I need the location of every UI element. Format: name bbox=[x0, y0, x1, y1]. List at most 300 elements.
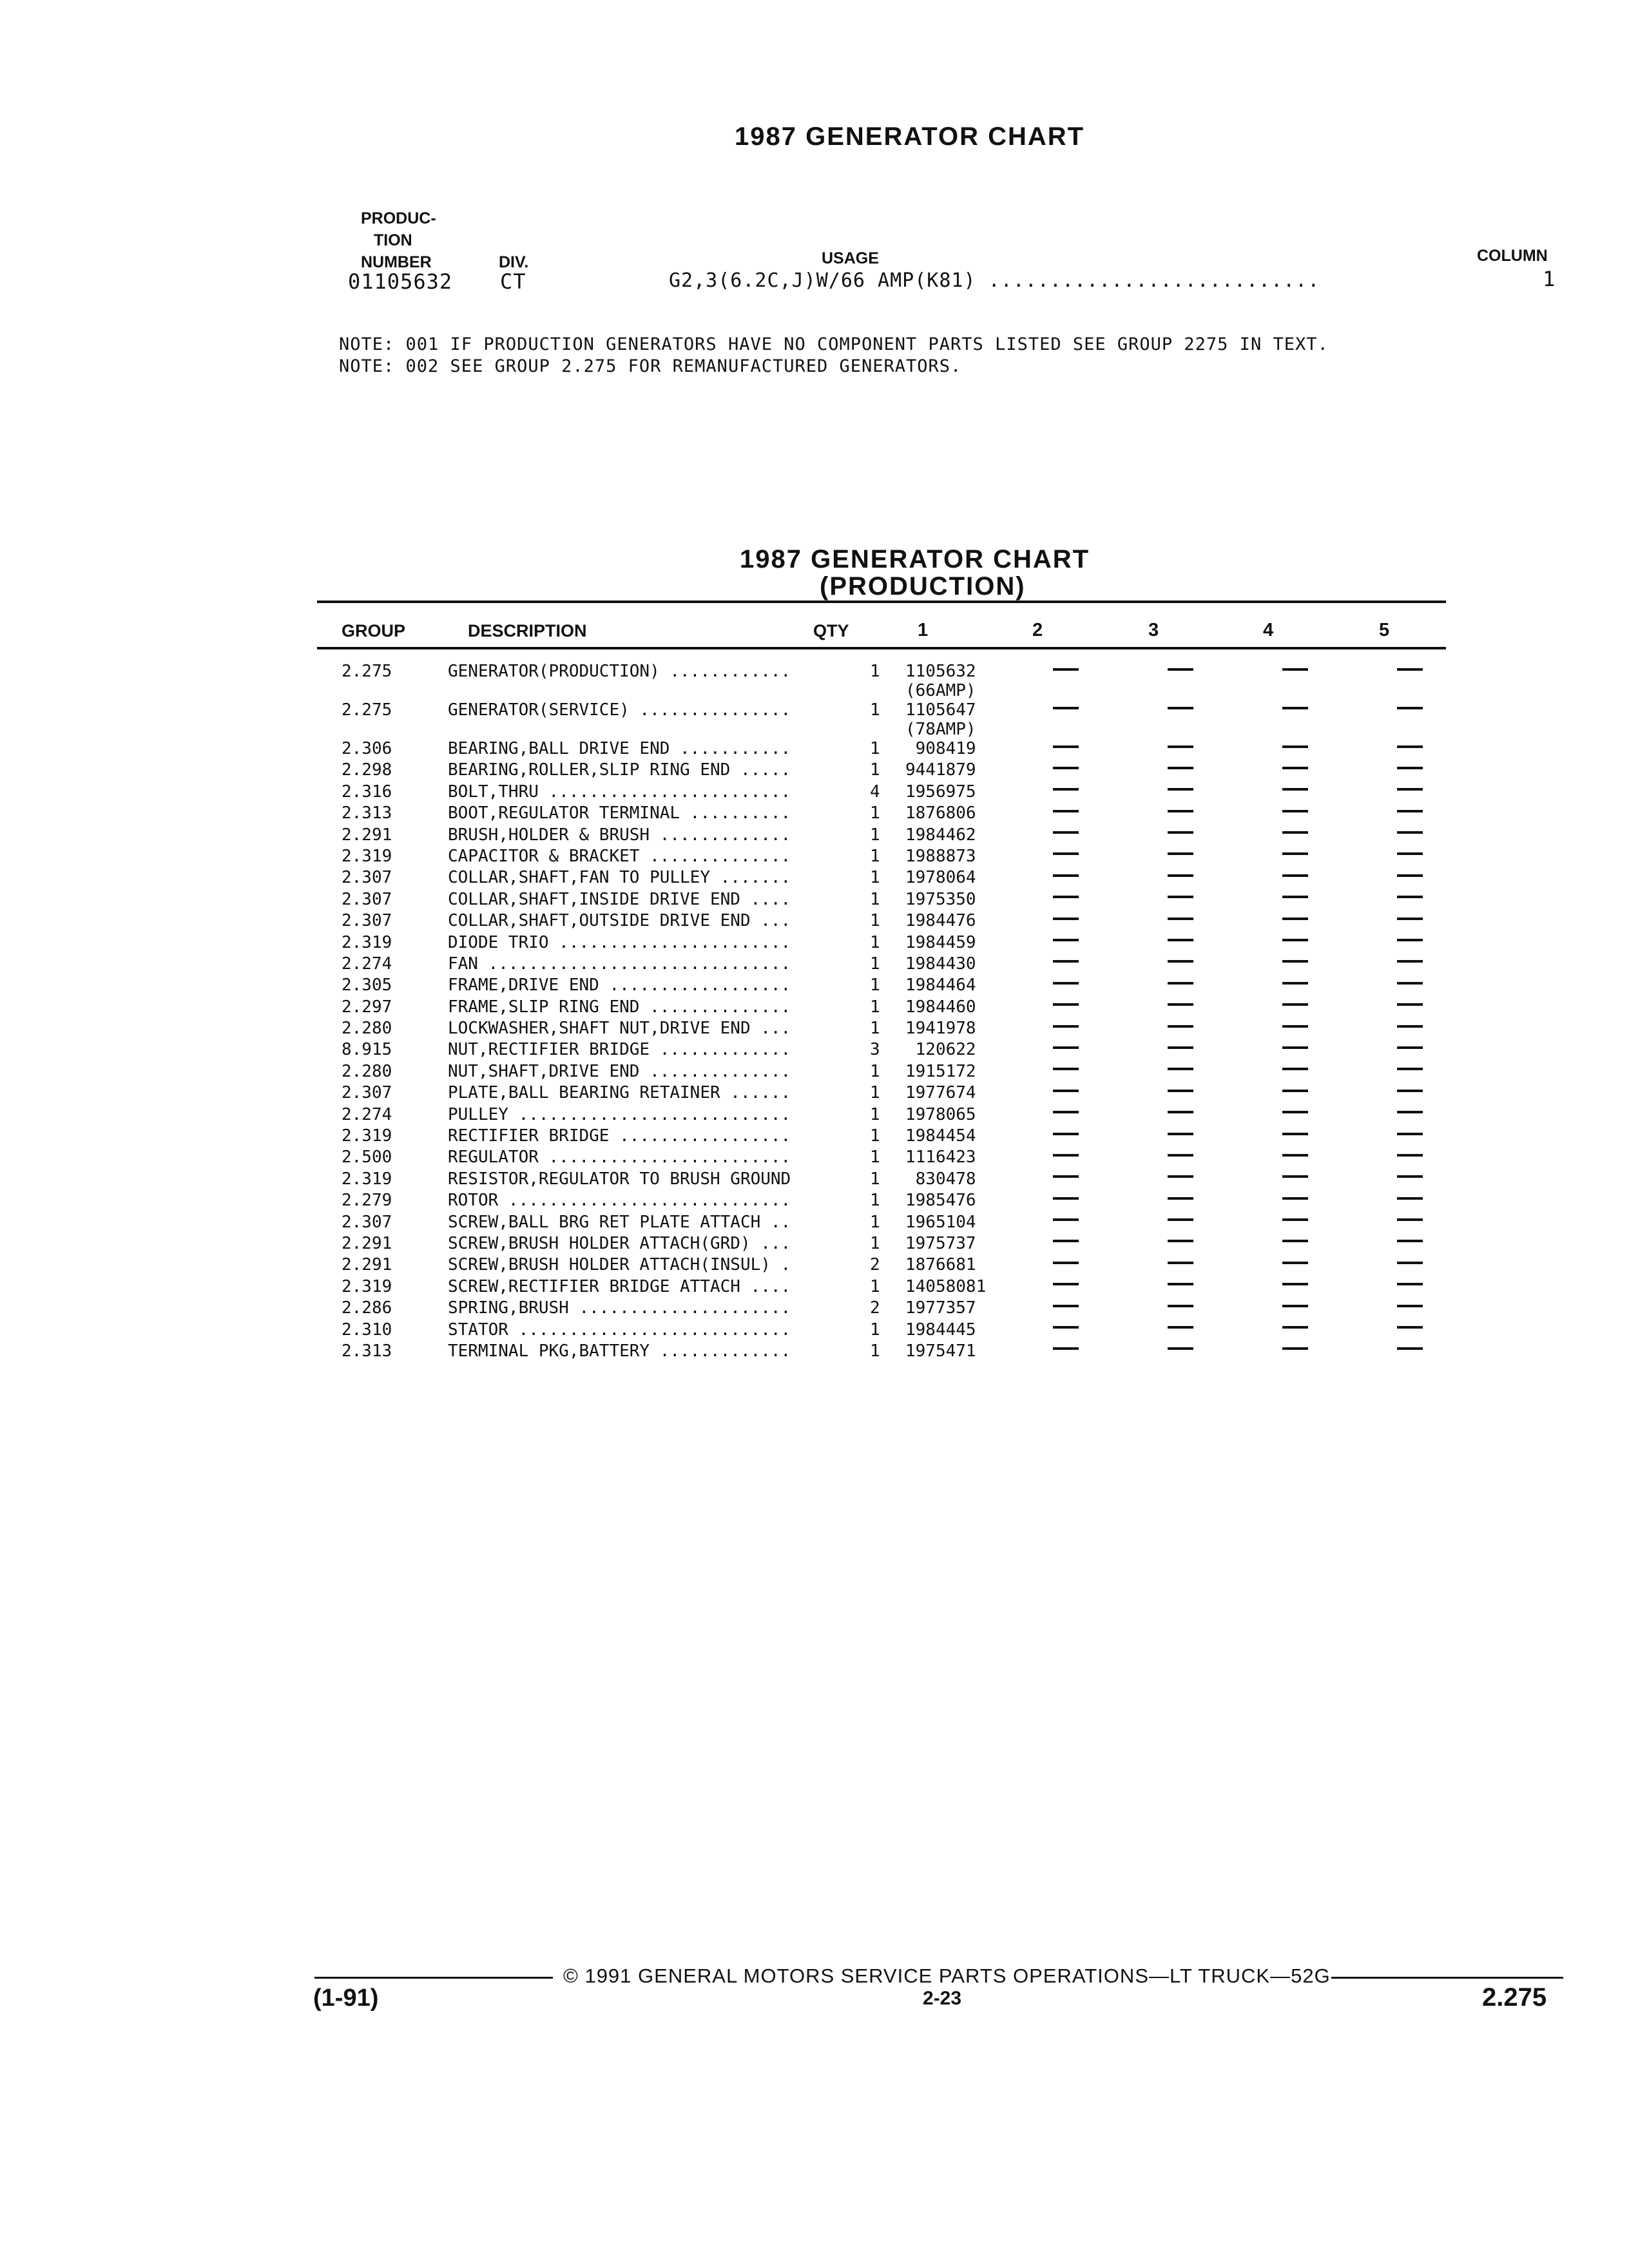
qty-cell-text: 1 bbox=[870, 1104, 880, 1124]
group-cell bbox=[317, 1341, 448, 1363]
qty-cell-text: 1 bbox=[870, 1083, 880, 1103]
part-number-cell-text: 1984459 bbox=[905, 932, 976, 952]
dash-mark bbox=[1397, 960, 1423, 963]
qty-cell bbox=[870, 1213, 905, 1234]
part-number-cell-text: 1988873 bbox=[905, 846, 976, 866]
section-number: 2.275 bbox=[1482, 1983, 1547, 2012]
dash-mark bbox=[1168, 767, 1193, 769]
group-cell-text: 2.275 bbox=[342, 700, 392, 720]
part-number-cell-text: 9441879 bbox=[905, 760, 976, 780]
column-5-cell bbox=[1353, 1341, 1467, 1363]
description-cell bbox=[448, 997, 870, 1019]
column-4-cell bbox=[1238, 803, 1353, 825]
dash-mark bbox=[1168, 852, 1193, 855]
part-number-cell-text: 1984430 bbox=[905, 954, 976, 974]
part-number-cell-text: 908419 bbox=[905, 739, 976, 758]
part-number-cell-text: 1975471 bbox=[905, 1341, 976, 1361]
group-cell bbox=[317, 868, 448, 889]
page-title: 1987 GENERATOR CHART bbox=[735, 122, 1085, 151]
table-row bbox=[317, 1105, 1467, 1126]
dash-mark bbox=[1053, 707, 1079, 709]
dash-mark bbox=[1053, 960, 1079, 963]
qty-cell-text: 1 bbox=[870, 760, 880, 780]
dash-mark bbox=[1282, 1262, 1308, 1264]
table-row bbox=[317, 911, 1467, 932]
column-5-cell bbox=[1353, 782, 1467, 803]
qty-cell bbox=[870, 1148, 905, 1169]
dash-mark bbox=[1168, 1025, 1193, 1028]
date-code: (1-91) bbox=[313, 1984, 379, 2012]
qty-cell-text: 1 bbox=[870, 1320, 880, 1340]
qty-cell bbox=[870, 847, 905, 868]
part-number-cell-text: 1975737 bbox=[905, 1233, 976, 1253]
th-col-5: 5 bbox=[1379, 620, 1390, 640]
part-number-cell-text: 1941978 bbox=[905, 1019, 976, 1039]
group-cell bbox=[317, 1169, 448, 1191]
dash-mark bbox=[1168, 1283, 1193, 1285]
description-cell-text: DIODE TRIO ....................... bbox=[448, 932, 791, 952]
qty-cell-text: 1 bbox=[870, 1126, 880, 1146]
qty-cell-text: 1 bbox=[870, 846, 880, 866]
description-cell-text: RECTIFIER BRIDGE ................. bbox=[448, 1126, 791, 1146]
column-5-cell bbox=[1353, 1320, 1467, 1341]
dash-mark bbox=[1053, 1133, 1079, 1135]
qty-cell bbox=[870, 1083, 905, 1104]
column-2-cell bbox=[1008, 1019, 1123, 1040]
page-number: 2-23 bbox=[923, 1988, 962, 2009]
description-cell-text: BEARING,ROLLER,SLIP RING END ..... bbox=[448, 760, 791, 780]
dash-mark bbox=[1282, 788, 1308, 791]
column-5-cell bbox=[1353, 1148, 1467, 1169]
division-code: CT bbox=[500, 269, 526, 294]
dash-mark bbox=[1053, 1068, 1079, 1070]
group-cell bbox=[317, 760, 448, 782]
table-row bbox=[317, 739, 1467, 760]
group-cell bbox=[317, 1083, 448, 1104]
description-cell-text: NUT,SHAFT,DRIVE END .............. bbox=[448, 1061, 791, 1081]
dash-mark bbox=[1282, 1347, 1308, 1350]
group-cell-text: 2.291 bbox=[342, 1233, 392, 1253]
qty-cell-text: 1 bbox=[870, 1191, 880, 1211]
qty-cell-text: 1 bbox=[870, 1233, 880, 1253]
part-number-cell bbox=[905, 868, 1008, 889]
dash-mark bbox=[1053, 1240, 1079, 1242]
table-row bbox=[317, 933, 1467, 954]
column-4-cell bbox=[1238, 1213, 1353, 1234]
qty-cell bbox=[870, 662, 905, 700]
column-number: 1 bbox=[1543, 267, 1556, 291]
dash-mark bbox=[1168, 1154, 1193, 1157]
column-4-cell bbox=[1238, 847, 1353, 868]
column-heading: COLUMN bbox=[1477, 247, 1548, 265]
qty-cell-text: 1 bbox=[870, 739, 880, 758]
qty-cell-text: 1 bbox=[870, 975, 880, 995]
note-line: NOTE: 001 IF PRODUCTION GENERATORS HAVE NO COMPONENT PARTS LISTED SEE GROUP 2275 IN TEXT. bbox=[339, 334, 1329, 354]
dash-mark bbox=[1282, 668, 1308, 671]
qty-cell-text: 1 bbox=[870, 1276, 880, 1296]
dash-mark bbox=[1397, 1068, 1423, 1070]
dash-mark bbox=[1168, 668, 1193, 671]
group-cell bbox=[317, 782, 448, 803]
dash-mark bbox=[1282, 1197, 1308, 1200]
description-cell bbox=[448, 782, 870, 803]
table-row bbox=[317, 662, 1467, 700]
dash-mark bbox=[1282, 1003, 1308, 1006]
part-number-cell bbox=[905, 997, 1008, 1019]
qty-cell-text: 1 bbox=[870, 700, 880, 720]
dash-mark bbox=[1168, 1046, 1193, 1049]
column-4-cell bbox=[1238, 1105, 1353, 1126]
part-number-cell bbox=[905, 911, 1008, 932]
qty-cell bbox=[870, 782, 905, 803]
dash-mark bbox=[1397, 1218, 1423, 1221]
description-cell-text: SPRING,BRUSH ..................... bbox=[448, 1298, 791, 1318]
group-cell-text: 2.319 bbox=[342, 1276, 392, 1296]
dash-mark bbox=[1168, 1326, 1193, 1329]
column-4-cell bbox=[1238, 1062, 1353, 1083]
part-number-cell bbox=[905, 1019, 1008, 1040]
column-4-cell bbox=[1238, 825, 1353, 847]
column-3-cell bbox=[1123, 1234, 1238, 1255]
group-cell-text: 2.313 bbox=[342, 803, 392, 823]
part-number-cell-text: 120622 bbox=[905, 1040, 976, 1060]
group-cell bbox=[317, 1126, 448, 1148]
column-4-cell bbox=[1238, 1019, 1353, 1040]
description-cell bbox=[448, 890, 870, 911]
description-cell bbox=[448, 1234, 870, 1255]
column-5-cell bbox=[1353, 1169, 1467, 1191]
table-row bbox=[317, 700, 1467, 739]
table-row bbox=[317, 954, 1467, 975]
part-number-cell bbox=[905, 954, 1008, 975]
dash-mark bbox=[1397, 788, 1423, 791]
dash-mark bbox=[1053, 1175, 1079, 1178]
table-row bbox=[317, 1213, 1467, 1234]
dash-mark bbox=[1397, 982, 1423, 985]
description-cell-text: STATOR ........................... bbox=[448, 1320, 791, 1340]
column-2-cell bbox=[1008, 1341, 1123, 1363]
dash-mark bbox=[1168, 939, 1193, 941]
description-cell-text: COLLAR,SHAFT,INSIDE DRIVE END .... bbox=[448, 889, 791, 909]
dash-mark bbox=[1397, 1326, 1423, 1329]
column-4-cell bbox=[1238, 662, 1353, 700]
column-5-cell bbox=[1353, 890, 1467, 911]
column-4-cell bbox=[1238, 1277, 1353, 1298]
description-cell bbox=[448, 1169, 870, 1191]
description-cell bbox=[448, 1277, 870, 1298]
description-cell-text: FRAME,DRIVE END .................. bbox=[448, 975, 791, 995]
column-4-cell bbox=[1238, 997, 1353, 1019]
qty-cell bbox=[870, 760, 905, 782]
table-row bbox=[317, 1320, 1467, 1341]
group-cell-text: 2.297 bbox=[342, 997, 392, 1017]
part-number-cell bbox=[905, 847, 1008, 868]
dash-mark bbox=[1397, 1133, 1423, 1135]
dash-mark bbox=[1397, 1262, 1423, 1264]
table-row bbox=[317, 1019, 1467, 1040]
part-number-cell bbox=[905, 1298, 1008, 1320]
description-cell bbox=[448, 933, 870, 954]
column-2-cell bbox=[1008, 1277, 1123, 1298]
part-number-cell bbox=[905, 1040, 1008, 1061]
column-5-cell bbox=[1353, 825, 1467, 847]
column-2-cell bbox=[1008, 700, 1123, 739]
group-cell bbox=[317, 1234, 448, 1255]
dash-mark bbox=[1053, 1046, 1079, 1049]
column-2-cell bbox=[1008, 1040, 1123, 1061]
group-cell bbox=[317, 933, 448, 954]
footer-rule-right bbox=[1331, 1977, 1563, 1979]
group-cell-text: 2.313 bbox=[342, 1341, 392, 1361]
dash-mark bbox=[1282, 831, 1308, 834]
column-5-cell bbox=[1353, 739, 1467, 760]
column-3-cell bbox=[1123, 1148, 1238, 1169]
qty-cell bbox=[870, 803, 905, 825]
column-3-cell bbox=[1123, 975, 1238, 997]
production-number-heading bbox=[361, 207, 436, 273]
table-row bbox=[317, 1148, 1467, 1169]
dash-mark bbox=[1168, 1003, 1193, 1006]
column-4-cell bbox=[1238, 1191, 1353, 1212]
description-cell bbox=[448, 760, 870, 782]
group-cell bbox=[317, 1062, 448, 1083]
dash-mark bbox=[1282, 960, 1308, 963]
description-cell bbox=[448, 1040, 870, 1061]
qty-cell-text: 1 bbox=[870, 1061, 880, 1081]
dash-mark bbox=[1053, 1305, 1079, 1307]
qty-cell-text: 1 bbox=[870, 825, 880, 845]
qty-cell bbox=[870, 1062, 905, 1083]
column-4-cell bbox=[1238, 933, 1353, 954]
rule-header-bottom bbox=[317, 647, 1446, 649]
column-2-cell bbox=[1008, 975, 1123, 997]
qty-cell bbox=[870, 911, 905, 932]
qty-cell bbox=[870, 1040, 905, 1061]
qty-cell bbox=[870, 1341, 905, 1363]
th-col-4: 4 bbox=[1263, 620, 1274, 640]
part-number-cell bbox=[905, 1341, 1008, 1363]
column-3-cell bbox=[1123, 1320, 1238, 1341]
column-3-cell bbox=[1123, 1062, 1238, 1083]
description-cell bbox=[448, 1320, 870, 1341]
th-col-1: 1 bbox=[918, 620, 929, 640]
part-number-cell-text: 1984445 bbox=[905, 1320, 976, 1340]
qty-cell bbox=[870, 954, 905, 975]
group-cell-text: 2.500 bbox=[342, 1148, 392, 1168]
part-number-cell bbox=[905, 933, 1008, 954]
description-cell bbox=[448, 975, 870, 997]
qty-cell bbox=[870, 1169, 905, 1191]
description-cell-text: SCREW,BALL BRG RET PLATE ATTACH .. bbox=[448, 1212, 791, 1232]
dash-mark bbox=[1168, 707, 1193, 709]
group-cell bbox=[317, 1040, 448, 1061]
column-3-cell bbox=[1123, 847, 1238, 868]
part-number-cell-text: 1978064 bbox=[905, 868, 976, 888]
description-cell-text: FRAME,SLIP RING END .............. bbox=[448, 997, 791, 1017]
description-cell-text: SCREW,BRUSH HOLDER ATTACH(GRD) ... bbox=[448, 1233, 791, 1253]
dash-mark bbox=[1282, 1218, 1308, 1221]
dash-mark bbox=[1397, 1197, 1423, 1200]
description-cell bbox=[448, 847, 870, 868]
part-number-cell bbox=[905, 975, 1008, 997]
column-4-cell bbox=[1238, 1255, 1353, 1276]
dash-mark bbox=[1282, 852, 1308, 855]
dash-mark bbox=[1168, 1240, 1193, 1242]
description-cell-text: COLLAR,SHAFT,OUTSIDE DRIVE END ... bbox=[448, 911, 791, 931]
dash-mark bbox=[1168, 1197, 1193, 1200]
part-number-cell-text: 1975350 bbox=[905, 889, 976, 909]
table-row bbox=[317, 1298, 1467, 1320]
dash-mark bbox=[1282, 874, 1308, 877]
part-number-cell-text: 1105647 bbox=[905, 700, 976, 720]
group-cell bbox=[317, 1191, 448, 1212]
group-cell bbox=[317, 1255, 448, 1276]
dash-mark bbox=[1053, 896, 1079, 898]
column-3-cell bbox=[1123, 700, 1238, 739]
part-number-cell bbox=[905, 1234, 1008, 1255]
column-2-cell bbox=[1008, 825, 1123, 847]
column-4-cell bbox=[1238, 1298, 1353, 1320]
table-row bbox=[317, 975, 1467, 997]
part-number-cell-text: 1977357 bbox=[905, 1298, 976, 1318]
qty-cell bbox=[870, 1126, 905, 1148]
dash-mark bbox=[1168, 1068, 1193, 1070]
description-cell-text: GENERATOR(SERVICE) ............... bbox=[448, 700, 791, 720]
qty-cell-text: 2 bbox=[870, 1298, 880, 1318]
group-cell bbox=[317, 803, 448, 825]
part-number-cell-text: 1965104 bbox=[905, 1212, 976, 1232]
table-row bbox=[317, 1040, 1467, 1061]
dash-mark bbox=[1282, 982, 1308, 985]
description-cell-text: BOLT,THRU ........................ bbox=[448, 782, 791, 802]
table-row bbox=[317, 1234, 1467, 1255]
dash-mark bbox=[1397, 1305, 1423, 1307]
description-cell-text: ROTOR ............................ bbox=[448, 1191, 791, 1211]
qty-cell bbox=[870, 825, 905, 847]
group-cell bbox=[317, 1277, 448, 1298]
table-row bbox=[317, 1277, 1467, 1298]
usage-heading: USAGE bbox=[822, 249, 879, 267]
column-5-cell bbox=[1353, 1191, 1467, 1212]
column-5-cell bbox=[1353, 1019, 1467, 1040]
dash-mark bbox=[1053, 939, 1079, 941]
group-cell-text: 2.279 bbox=[342, 1191, 392, 1211]
footer-rule-left bbox=[314, 1977, 553, 1979]
table-row bbox=[317, 1341, 1467, 1363]
column-4-cell bbox=[1238, 1341, 1353, 1363]
table-row bbox=[317, 825, 1467, 847]
dash-mark bbox=[1397, 1154, 1423, 1157]
column-2-cell bbox=[1008, 1126, 1123, 1148]
part-number-cell-text: 1116423 bbox=[905, 1148, 976, 1168]
dash-mark bbox=[1053, 1347, 1079, 1350]
description-cell-text: COLLAR,SHAFT,FAN TO PULLEY ....... bbox=[448, 868, 791, 888]
table-row bbox=[317, 1191, 1467, 1212]
column-5-cell bbox=[1353, 1213, 1467, 1234]
dash-mark bbox=[1053, 874, 1079, 877]
qty-cell-text: 3 bbox=[870, 1040, 880, 1060]
column-4-cell bbox=[1238, 1234, 1353, 1255]
group-cell-text: 2.319 bbox=[342, 846, 392, 866]
qty-cell bbox=[870, 1255, 905, 1276]
description-cell-text: CAPACITOR & BRACKET .............. bbox=[448, 846, 791, 866]
description-cell-text: PULLEY ........................... bbox=[448, 1104, 791, 1124]
dash-mark bbox=[1282, 1046, 1308, 1049]
group-cell-text: 2.280 bbox=[342, 1061, 392, 1081]
part-number-cell-text: 14058081 bbox=[905, 1276, 987, 1296]
dash-mark bbox=[1053, 1154, 1079, 1157]
description-cell bbox=[448, 1105, 870, 1126]
dash-mark bbox=[1168, 960, 1193, 963]
column-3-cell bbox=[1123, 954, 1238, 975]
qty-cell bbox=[870, 1105, 905, 1126]
table-row bbox=[317, 1083, 1467, 1104]
column-2-cell bbox=[1008, 782, 1123, 803]
dash-mark bbox=[1397, 1175, 1423, 1178]
dash-mark bbox=[1053, 831, 1079, 834]
qty-cell bbox=[870, 933, 905, 954]
group-cell-text: 2.307 bbox=[342, 1083, 392, 1103]
dash-mark bbox=[1282, 918, 1308, 920]
dash-mark bbox=[1397, 668, 1423, 671]
description-cell bbox=[448, 1083, 870, 1104]
column-3-cell bbox=[1123, 803, 1238, 825]
qty-cell bbox=[870, 700, 905, 739]
column-3-cell bbox=[1123, 868, 1238, 889]
group-cell-text: 2.319 bbox=[342, 1126, 392, 1146]
description-cell-text: SCREW,BRUSH HOLDER ATTACH(INSUL) . bbox=[448, 1255, 791, 1275]
qty-cell-text: 1 bbox=[870, 662, 880, 681]
part-number-cell bbox=[905, 1213, 1008, 1234]
table-row bbox=[317, 1255, 1467, 1276]
part-number-cell-text: 1985476 bbox=[905, 1191, 976, 1211]
part-number-cell bbox=[905, 782, 1008, 803]
description-cell-text: RESISTOR,REGULATOR TO BRUSH GROUND bbox=[448, 1169, 791, 1189]
description-cell bbox=[448, 803, 870, 825]
column-2-cell bbox=[1008, 954, 1123, 975]
group-cell-text: 2.280 bbox=[342, 1019, 392, 1039]
dash-mark bbox=[1282, 1283, 1308, 1285]
th-description: DESCRIPTION bbox=[468, 621, 587, 640]
dash-mark bbox=[1397, 1003, 1423, 1006]
column-5-cell bbox=[1353, 803, 1467, 825]
part-number-cell bbox=[905, 803, 1008, 825]
dash-mark bbox=[1397, 1240, 1423, 1242]
column-4-cell bbox=[1238, 868, 1353, 889]
description-cell bbox=[448, 825, 870, 847]
column-2-cell bbox=[1008, 1148, 1123, 1169]
dash-mark bbox=[1397, 918, 1423, 920]
dash-mark bbox=[1397, 831, 1423, 834]
part-number-cell-text: 1984462 bbox=[905, 825, 976, 845]
dash-mark bbox=[1168, 1175, 1193, 1178]
dash-mark bbox=[1282, 810, 1308, 812]
dash-mark bbox=[1282, 939, 1308, 941]
heading-line: TION bbox=[374, 231, 412, 249]
column-3-cell bbox=[1123, 1040, 1238, 1061]
qty-cell-text: 1 bbox=[870, 997, 880, 1017]
column-5-cell bbox=[1353, 1298, 1467, 1320]
heading-line: PRODUC- bbox=[361, 209, 436, 227]
dash-mark bbox=[1282, 1090, 1308, 1092]
part-number-cell-text: 1876681 bbox=[905, 1255, 976, 1275]
dash-mark bbox=[1397, 745, 1423, 748]
part-number-cell-text: 1956975 bbox=[905, 782, 976, 802]
column-2-cell bbox=[1008, 890, 1123, 911]
part-number-cell-text: 830478 bbox=[905, 1169, 976, 1189]
column-2-cell bbox=[1008, 1105, 1123, 1126]
description-cell bbox=[448, 662, 870, 700]
